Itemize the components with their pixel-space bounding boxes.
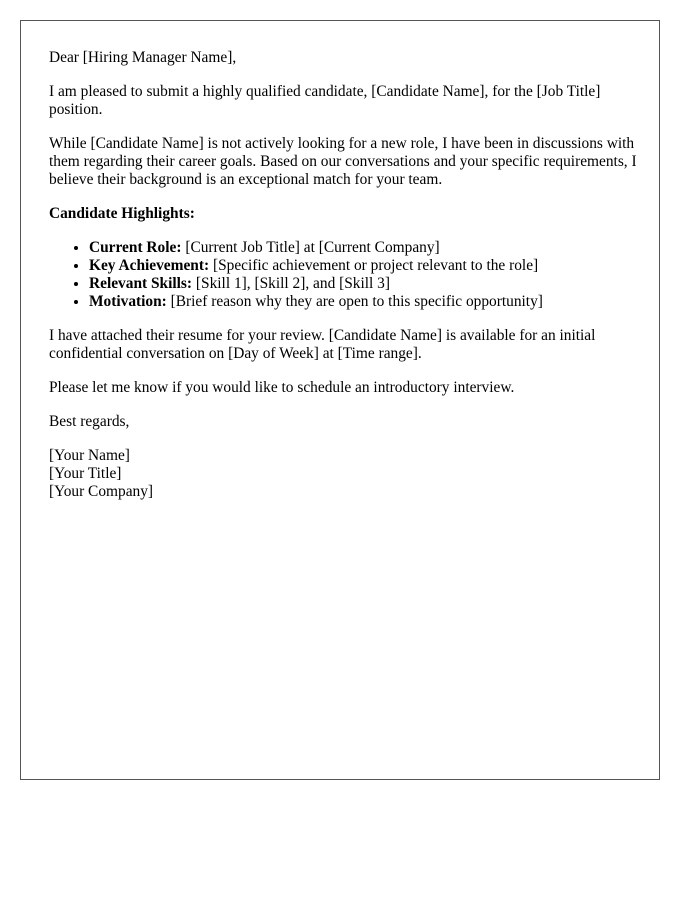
availability-paragraph: I have attached their resume for your review. [Candidate Name] is available for an initial confidential conversation on [Day of Week] at [Time range].	[49, 327, 596, 362]
list-item	[89, 275, 639, 293]
list-item	[89, 239, 639, 257]
highlight-label: Motivation:	[89, 293, 167, 310]
signature-block	[49, 447, 639, 501]
list-item	[89, 257, 639, 275]
closing: Best regards,	[49, 413, 130, 430]
signature-company: [Your Company]	[49, 483, 154, 500]
highlight-text: [Current Job Title] at [Current Company]	[181, 239, 440, 256]
signature-title: [Your Title]	[49, 465, 122, 482]
letter-body	[49, 49, 639, 517]
request-paragraph: Please let me know if you would like to schedule an introductory interview.	[49, 379, 515, 396]
highlight-text: [Skill 1], [Skill 2], and [Skill 3]	[192, 275, 390, 292]
highlight-text: [Brief reason why they are open to this specific opportunity]	[166, 293, 543, 310]
highlights-list	[49, 239, 639, 311]
highlight-label: Relevant Skills:	[89, 275, 193, 292]
highlight-label: Key Achievement:	[89, 257, 210, 274]
intro-paragraph: I am pleased to submit a highly qualified candidate, [Candidate Name], for the [Job Title] position.	[49, 83, 601, 118]
letter-page	[20, 20, 660, 780]
highlight-text: [Specific achievement or project relevant to the role]	[209, 257, 539, 274]
list-item	[89, 293, 639, 311]
signature-name: [Your Name]	[49, 447, 130, 464]
greeting: Dear [Hiring Manager Name],	[49, 49, 237, 66]
context-paragraph: While [Candidate Name] is not actively looking for a new role, I have been in discussions with them regarding their career goals. Based on our conversations and your specific requirements, I believe their background is an exceptional match for your team.	[49, 135, 637, 188]
highlight-label: Current Role:	[89, 239, 182, 256]
highlights-heading: Candidate Highlights:	[49, 205, 195, 222]
